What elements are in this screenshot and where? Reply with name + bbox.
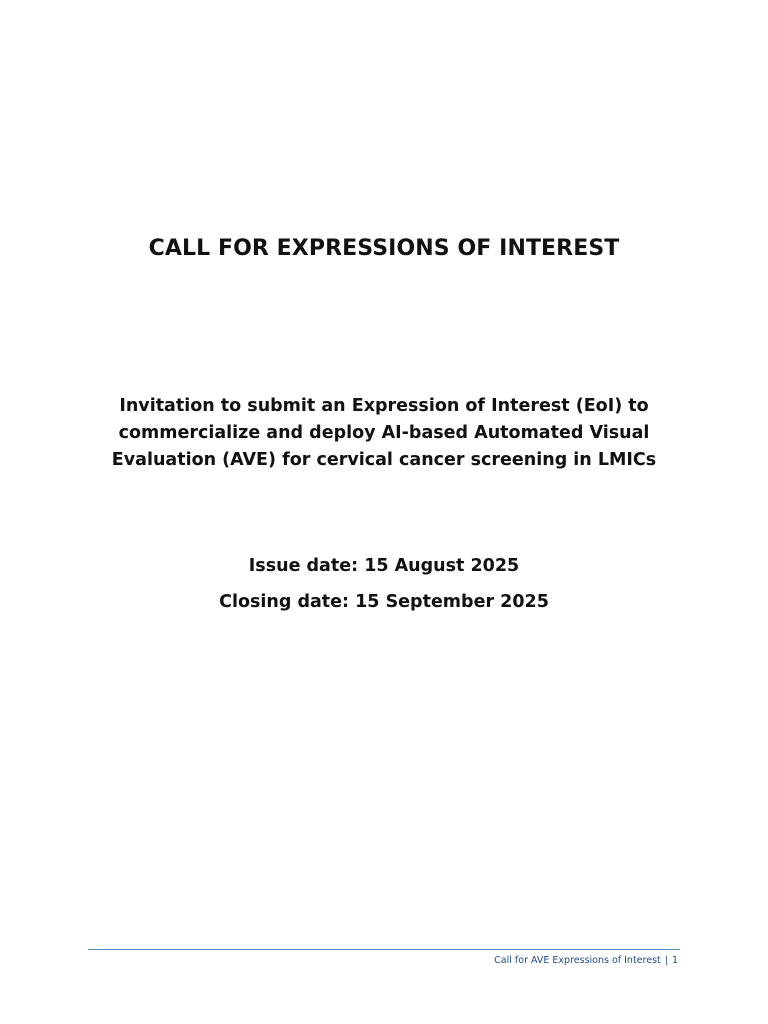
page-footer	[494, 955, 678, 966]
document-title: CALL FOR EXPRESSIONS OF INTEREST	[148, 236, 620, 261]
footer-separator: |	[664, 955, 668, 966]
dates-block	[0, 553, 768, 625]
page-number: 1	[671, 955, 678, 966]
footer-label: Call for AVE Expressions of Interest	[494, 955, 661, 966]
subtitle-line: Evaluation (AVE) for cervical cancer screening in LMICs	[111, 450, 657, 470]
issue-date: Issue date: 15 August 2025	[248, 556, 520, 576]
subtitle-line: Invitation to submit an Expression of Interest (EoI) to	[119, 396, 649, 416]
footer-divider	[88, 949, 680, 950]
closing-date: Closing date: 15 September 2025	[219, 592, 549, 612]
subtitle-line: commercialize and deploy AI-based Automated Visual	[118, 423, 650, 443]
document-subtitle	[100, 393, 668, 474]
